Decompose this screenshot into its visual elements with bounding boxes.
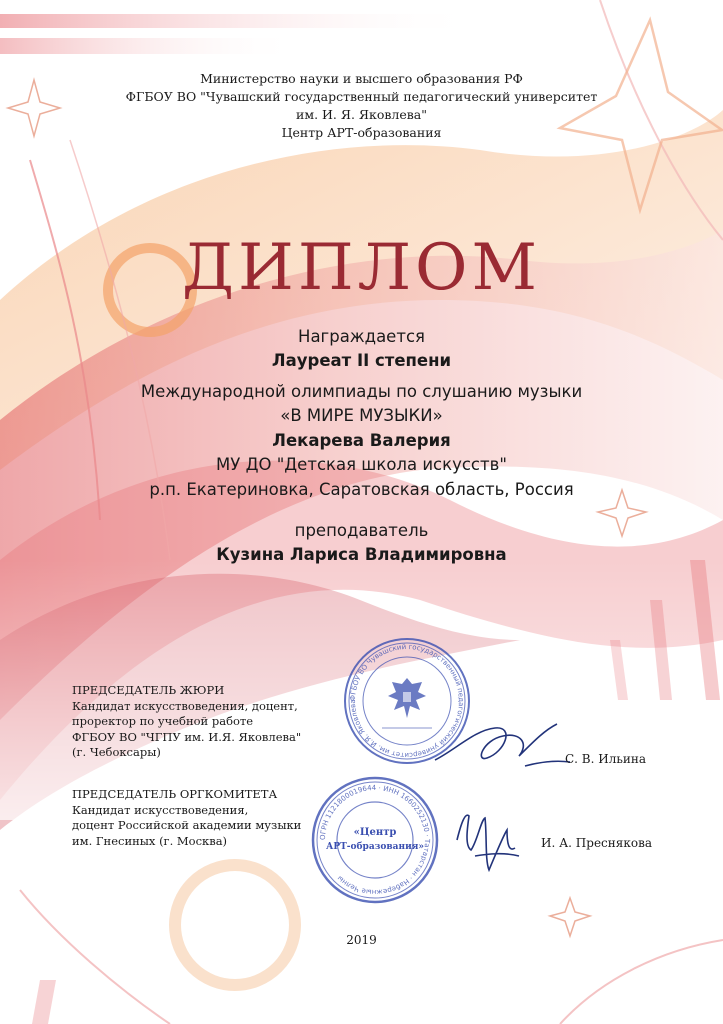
stamp-ring-text: ОГРН 1121800019644 · ИНН 1660252130 · Татарстан · Набережные Челны <box>318 783 432 897</box>
arc <box>560 940 723 1024</box>
ministry-line: Министерство науки и высшего образования РФ <box>200 71 523 86</box>
jury-chair-title: ПРЕДСЕДАТЕЛЬ ЖЮРИ <box>72 683 225 697</box>
teacher-name: Кузина Лариса Владимировна <box>216 545 507 564</box>
stamp-center-line1: «Центр <box>353 827 397 838</box>
jury-chair-line1: Кандидат искусствоведения, доцент, <box>72 698 298 713</box>
jury-chair-line3: ФГБОУ ВО "ЧГПУ им. И.Я. Яковлева" <box>72 729 302 744</box>
committee-chair-line3: им. Гнесиных (г. Москва) <box>72 833 228 848</box>
center-stamp <box>310 775 440 905</box>
award-degree: Лауреат II степени <box>271 351 452 370</box>
top-stripe <box>0 38 300 54</box>
diploma-title: ДИПЛОМ <box>181 231 542 305</box>
committee-chair-line2: доцент Российской академии музыки <box>72 818 302 832</box>
slat <box>32 980 56 1024</box>
committee-chair-name: И. А. Преснякова <box>541 836 652 850</box>
university-name-line: им. И. Я. Яковлева" <box>296 107 427 122</box>
event-name-line2: «В МИРЕ МУЗЫКИ» <box>280 406 443 425</box>
committee-signature <box>445 800 535 880</box>
jury-chair-block <box>72 683 301 761</box>
eagle-emblem-icon <box>388 678 426 718</box>
committee-chair-block <box>72 787 301 849</box>
star-outline <box>550 898 590 936</box>
university-line: ФГБОУ ВО "Чувашский государственный педагогический университет <box>125 89 598 104</box>
committee-chair-title: ПРЕДСЕДАТЕЛЬ ОРГКОМИТЕТА <box>72 787 278 801</box>
ring <box>175 865 295 985</box>
award-intro: Награждается <box>298 327 425 346</box>
top-stripe <box>0 14 480 28</box>
svg-text:ОГРН 1121800019644 · ИНН 16602 <box>319 784 431 896</box>
center-line: Центр АРТ-образования <box>281 125 442 140</box>
recipient-name: Лекарева Валерия <box>272 431 451 450</box>
school-name: МУ ДО "Детская школа искусств" <box>216 455 507 474</box>
school-location: р.п. Екатериновка, Саратовская область, Россия <box>149 480 574 499</box>
jury-signature <box>425 700 575 780</box>
jury-chair-line2: проректор по учебной работе <box>72 714 254 728</box>
diploma-year: 2019 <box>346 933 377 947</box>
jury-chair-name: С. В. Ильина <box>565 752 647 766</box>
committee-chair-line1: Кандидат искусствоведения, <box>72 802 249 817</box>
seal-ring-text: ФГБОУ ВО Чувашский государственный педагогический университет им. И.Я. Яковлева <box>348 642 466 760</box>
event-name-line1: Международной олимпиады по слушанию музыки <box>140 382 583 401</box>
jury-chair-line4: (г. Чебоксары) <box>72 745 161 759</box>
teacher-label: преподаватель <box>294 521 429 540</box>
organization-header <box>0 70 723 142</box>
stamp-center-line2: АРТ-образования» <box>325 842 425 852</box>
